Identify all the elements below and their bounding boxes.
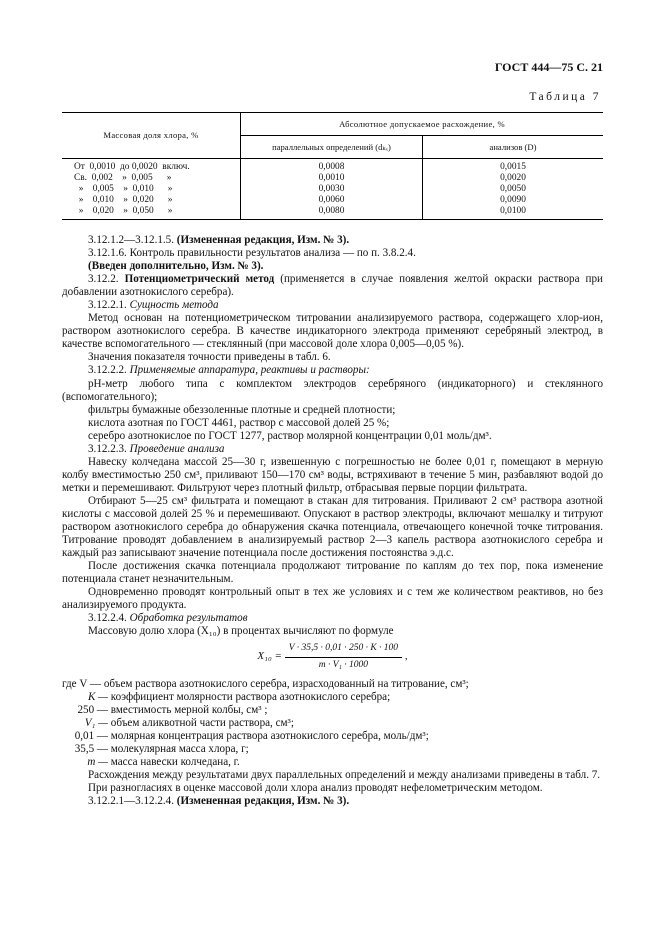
header-analyses: анализов (D) [423, 136, 604, 159]
where-item [62, 717, 603, 730]
clause-number: 3.12.2.1. [88, 299, 127, 312]
where-item [62, 756, 603, 769]
where-desc: молярная концентрация раствора азотнокислого серебра, моль/дм³; [110, 729, 429, 742]
paragraph: Массовую долю хлора (X₁₀) в процентах вычисляют по формуле [88, 625, 394, 638]
paragraph [62, 273, 603, 299]
formula-tail: , [404, 650, 408, 663]
paragraph [62, 443, 603, 456]
header-fraction: Массовая доля хлора, % [62, 113, 241, 159]
clause-number: 3.12.2.3. [88, 442, 127, 455]
table-row [62, 184, 603, 195]
formula [62, 642, 603, 671]
paragraph: pH-метр любого типа с комплектом электродов серебряного (индикаторного) и стеклянного (вспомогательного); [62, 377, 603, 403]
formula-fraction [285, 642, 402, 671]
cell-range: » 0,010 » 0,020 » [62, 195, 241, 206]
where-symbol: m — [87, 755, 108, 768]
where-symbol: K — [87, 690, 108, 703]
amendment-note: (Измененная редакция, Изм. № 3). [176, 794, 350, 807]
paragraph: Одновременно проводят контрольный опыт в тех же условиях и с тем же количеством реактивов, но без анализируемого продукта. [62, 586, 603, 612]
cell-range: » 0,020 » 0,050 » [62, 206, 241, 220]
formula-numerator: V · 35,5 · 0,01 · 250 · K · 100 [285, 642, 402, 657]
paragraph: 3.12.1.6. Контроль правильности результатов анализа — по п. 3.8.2.4. [88, 247, 416, 260]
clause-number: 3.12.2.4. [88, 612, 127, 625]
cell-parallel: 0,0010 [241, 173, 423, 184]
cell-range: Св. 0,002 » 0,005 » [62, 173, 241, 184]
header-allowed: Абсолютное допускаемое расхождение, % [241, 113, 604, 136]
paragraph [62, 299, 603, 312]
paragraph [62, 364, 603, 377]
cell-range: » 0,005 » 0,010 » [62, 184, 241, 195]
cell-parallel: 0,0060 [241, 195, 423, 206]
section-title: Обработка результатов [129, 612, 248, 625]
paragraph: кислота азотная по ГОСТ 4461, раствор с массовой долей 25 %; [88, 416, 390, 429]
where-item [62, 730, 603, 743]
where-symbol: 35,5 — [74, 742, 108, 755]
where-list [62, 678, 603, 769]
table-row [62, 159, 603, 174]
page-header: ГОСТ 444—75 С. 21 [494, 60, 603, 74]
cell-parallel: 0,0008 [241, 159, 423, 174]
table-row [62, 173, 603, 184]
table-title: Таблица 7 [529, 91, 601, 103]
where-desc: масса навески колчедана, г. [110, 755, 240, 768]
clause-number: 3.12.1.2—3.12.1.5. [88, 234, 174, 246]
clause-number: 3.12.2.1—3.12.2.4. [88, 794, 174, 807]
paragraph: Отбирают 5—25 см³ фильтрата и помещают в стакан для титрования. Приливают 2 см³ раствора азотной кислоты с массовой долей 25 % и перемешивают. Опускают в раствор электроды, включают мешалку и титруют раствором азотнокислого серебра до обнаружения скачка потенциала, отвечающего конечной точке титрования. Титрование проводят добавлением в анализируемый раствор 2—3 капель раствора азотнокислого серебра и каждый раз записывают значение потенциала после достижения постоянства э.д.с. [62, 494, 603, 560]
method-title: Потенциометрический метод [124, 273, 275, 286]
where-item [62, 743, 603, 756]
where-item [62, 704, 603, 717]
table-row [62, 206, 603, 220]
cell-parallel: 0,0080 [241, 206, 423, 220]
paragraph: При разногласиях в оценке массовой доли хлора анализ проводят нефелометрическим методом. [88, 781, 543, 794]
cell-analyses: 0,0050 [500, 184, 526, 194]
formula-denominator: m · V₁ · 1000 [318, 659, 368, 670]
tolerance-table [62, 112, 603, 220]
where-item [62, 691, 603, 704]
where-desc: коэффициент молярности раствора азотнокислого серебра; [110, 690, 391, 703]
table-row [62, 195, 603, 206]
cell-analyses: 0,0015 [500, 162, 526, 172]
amendment-note: (Измененная редакция, Изм. № 3). [176, 234, 350, 246]
paragraph: серебро азотнокислое по ГОСТ 1277, раствор молярной концентрации 0,01 моль/дм³. [88, 429, 492, 442]
cell-analyses: 0,0090 [500, 195, 526, 205]
paragraph: Навеску колчедана массой 25—30 г, извешенную с погрешностью не более 0,01 г, помещают в мерную колбу вместимостью 250 см³, приливают 150—170 см³ воды, встряхивают в течение 5 мин, разбавляют водой до метки и перемешивают. Фильтруют через плотный фильтр, отбрасывая первые порции фильтрата. [62, 455, 603, 494]
section-title: Проведение анализа [129, 442, 225, 455]
paragraph [62, 795, 603, 808]
where-desc: объем аликвотной части раствора, см³; [110, 716, 294, 729]
paragraph: После достижения скачка потенциала продолжают титрование по каплям до тех пор, пока изменение потенциала станет незначительным. [62, 560, 603, 586]
header-parallel: параллельных определений (dₖₓ) [241, 136, 423, 159]
cell-analyses: 0,0020 [500, 173, 526, 183]
where-desc: молекулярная масса хлора, г; [110, 742, 249, 755]
paragraph: Значения показателя точности приведены в табл. 6. [88, 351, 331, 364]
paragraph-text: (применяется в случае появления желтой окраски раствора при добавлении азотнокислого серебра). [62, 273, 603, 299]
where-desc: объем раствора азотнокислого серебра, израсходованный на титрование, см³; [103, 677, 469, 690]
clause-number: 3.12.2.2. [88, 364, 127, 377]
where-symbol: 0,01 — [74, 729, 108, 742]
paragraph: Метод основан на потенциометрическом титровании анализируемого раствора, содержащего хлор-ион, раствором азотнокислого серебра. В качестве индикаторного электрода применяют серебряный электрод, в качестве вспомогательного — стеклянный (при массовой доле хлора 0,005—0,05 %). [62, 312, 603, 351]
paragraph: Расхождения между результатами двух параллельных определений и между анализами приведены в табл. 7. [88, 768, 601, 781]
amendment-note: (Введен дополнительно, Изм. № 3). [88, 260, 264, 273]
where-symbol: V₁ — [84, 716, 108, 729]
document-body [62, 234, 603, 808]
where-item [62, 678, 603, 691]
where-desc: вместимость мерной колбы, см³ ; [110, 703, 268, 716]
cell-analyses: 0,0100 [423, 206, 604, 220]
where-symbol: где V — [62, 677, 102, 690]
paragraph [62, 612, 603, 625]
section-title: Применяемые аппаратура, реактивы и растворы: [129, 364, 370, 377]
paragraph [62, 234, 603, 247]
where-symbol: 250 — [77, 703, 108, 716]
paragraph: фильтры бумажные обеззоленные плотные и средней плотности; [88, 403, 396, 416]
formula-lhs: X₁₀ = [257, 650, 282, 663]
cell-range: От 0,0010 до 0,0020 включ. [62, 159, 241, 174]
section-title: Сущность метода [129, 299, 219, 312]
cell-parallel: 0,0030 [241, 184, 423, 195]
clause-number: 3.12.2. [88, 273, 119, 286]
